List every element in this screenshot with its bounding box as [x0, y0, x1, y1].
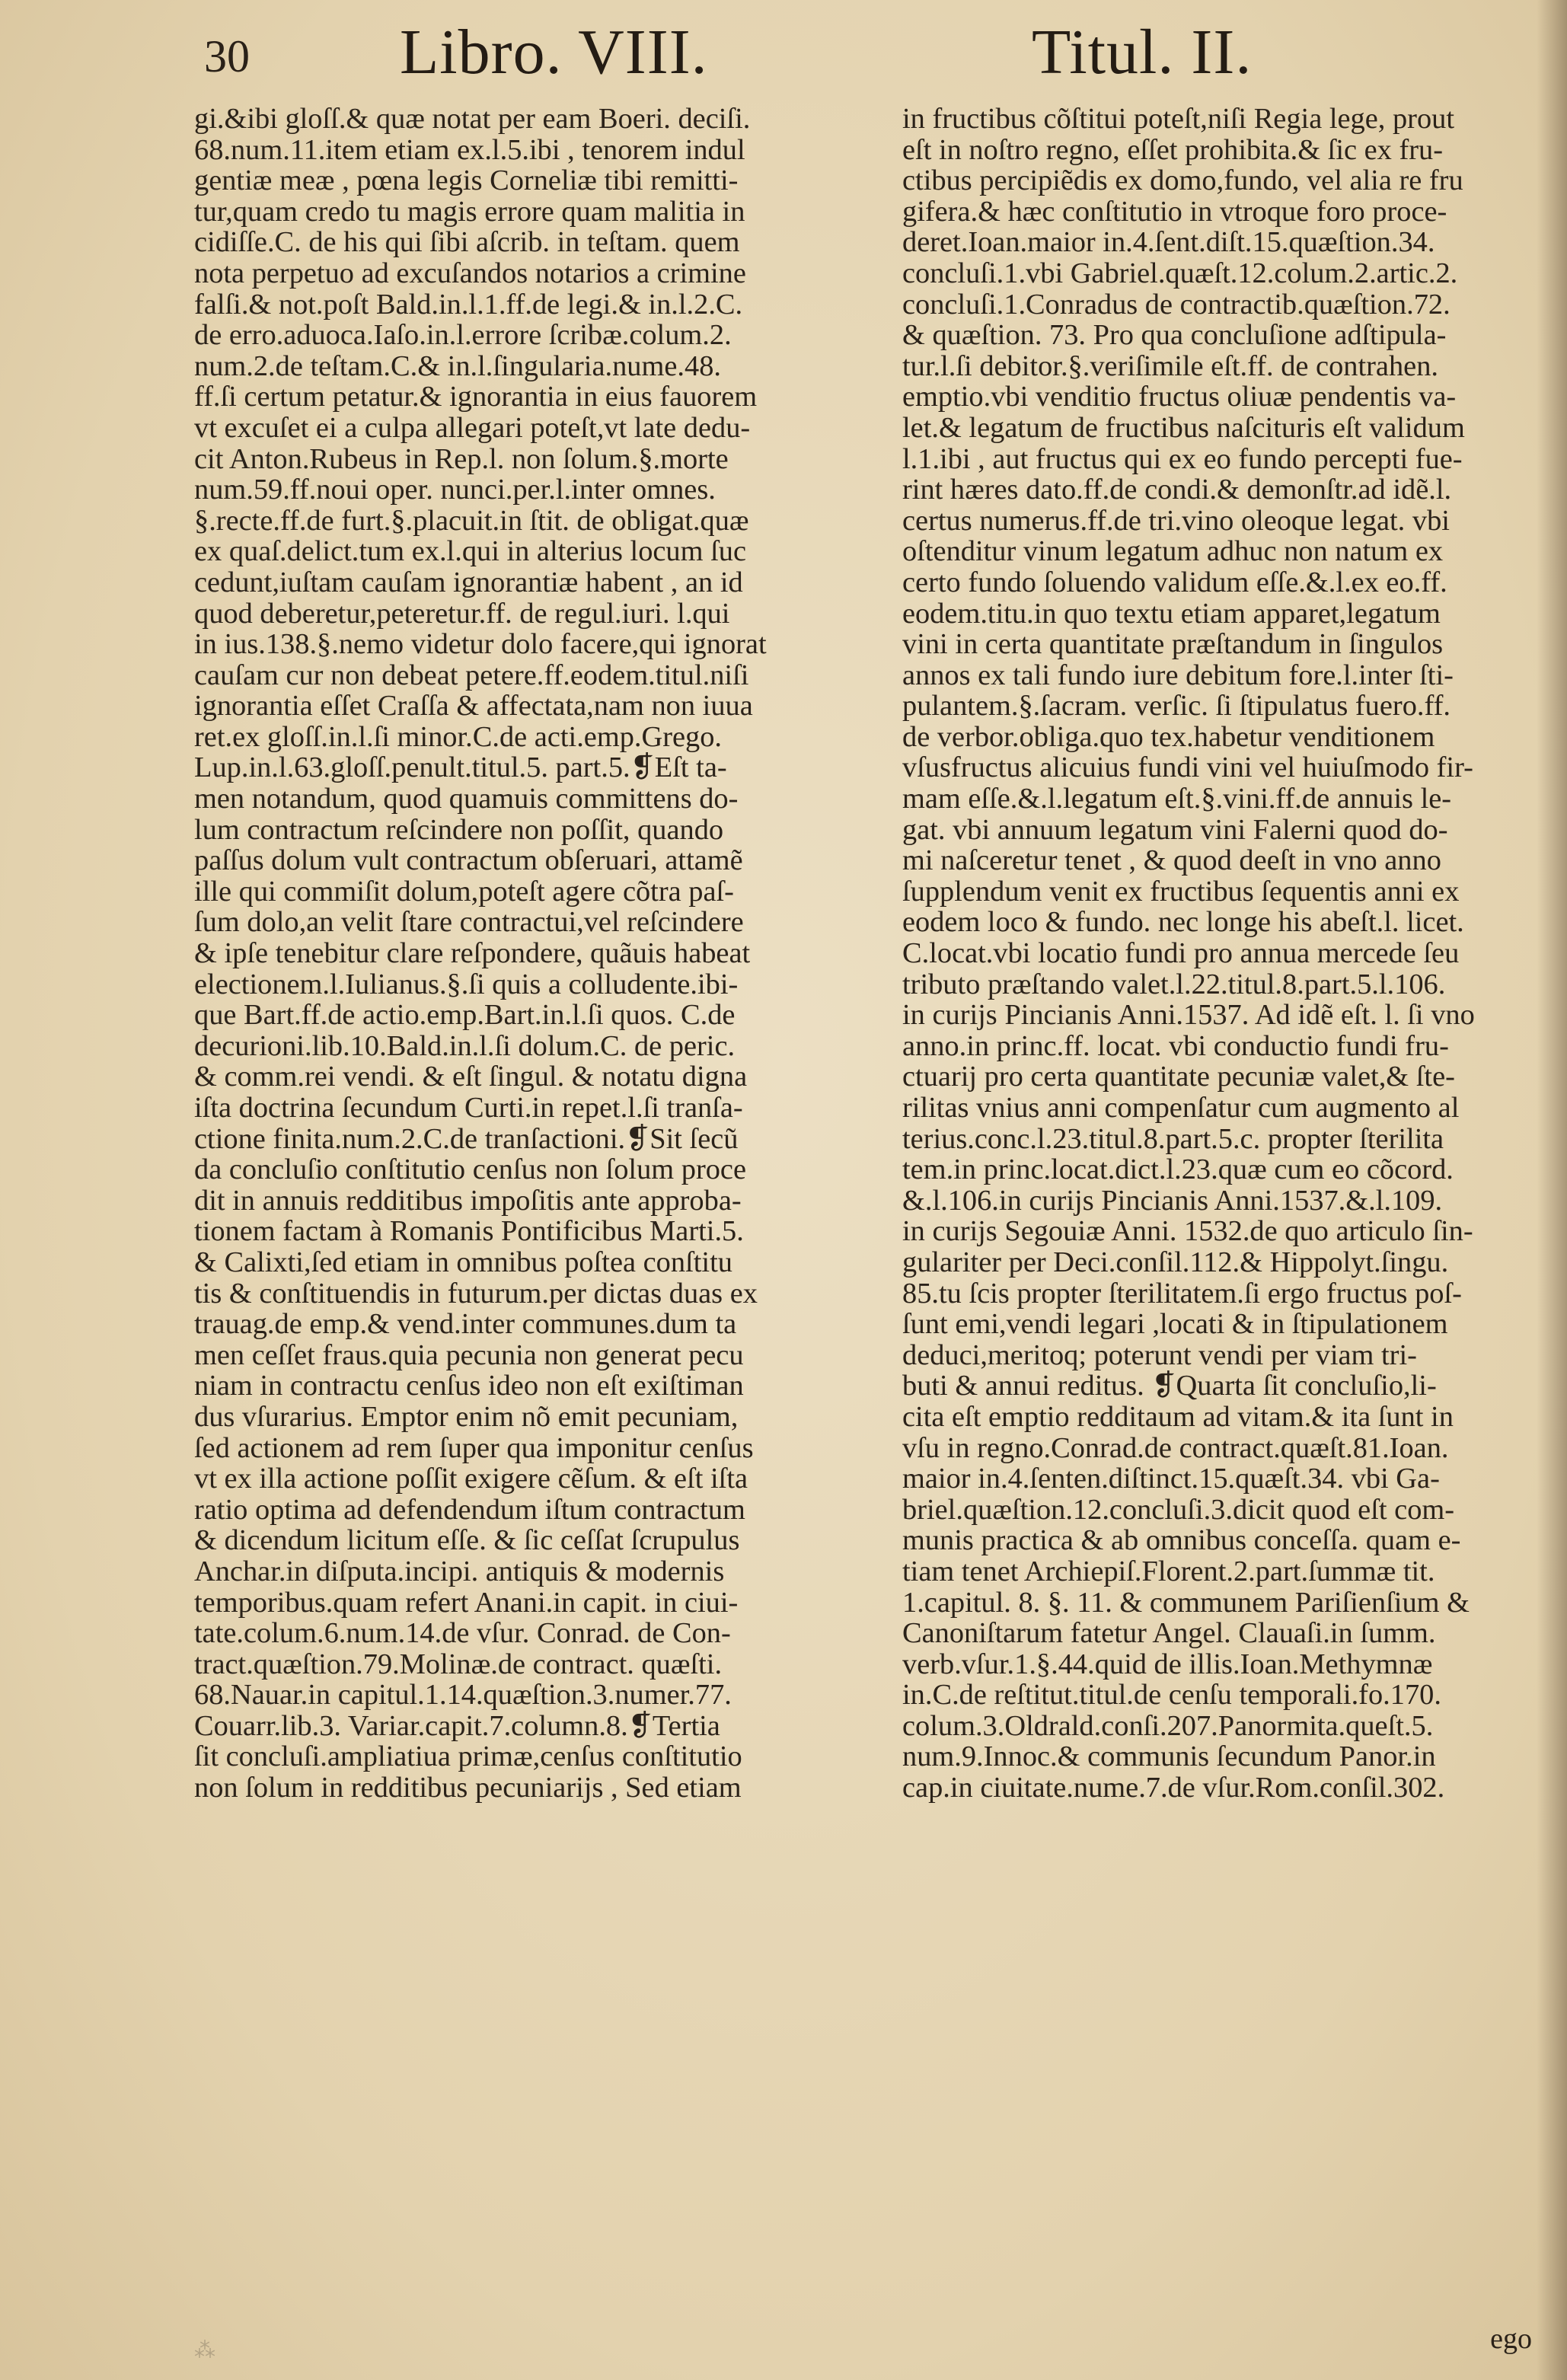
page-number: 30	[204, 31, 250, 81]
page-header	[0, 15, 1567, 88]
text-line: cauſam cur non debeat petere.ff.eodem.titul.niſi	[194, 659, 749, 691]
text-line: eodem loco & fundo. nec longe his abeſt.l. licet.	[902, 907, 1464, 939]
text-line: de erro.aduoca.Iaſo.in.l.errore ſcribæ.colum.2.	[194, 320, 732, 351]
text-line: non ſolum in redditibus pecuniarijs , Sed etiam	[194, 1772, 742, 1804]
text-line: tur.l.ſi debitor.§.veriſimile eſt.ff. de contrahen.	[902, 350, 1439, 382]
text-line: que Bart.ff.de actio.emp.Bart.in.l.ſi quos. C.de	[194, 1000, 736, 1031]
text-line: ſunt emi,vendi legari ,locati & in ſtipulationem	[902, 1309, 1448, 1340]
text-line: cap.in ciuitate.nume.7.de vſur.Rom.conſil.302.	[902, 1772, 1445, 1804]
text-line: vſu in regno.Conrad.de contract.quæſt.81.Ioan.	[902, 1432, 1449, 1464]
text-line: mam eſſe.&.l.legatum eſt.§.vini.ff.de annuis le-	[902, 783, 1452, 815]
text-line: de verbor.obliga.quo tex.habetur venditionem	[902, 721, 1435, 753]
text-line: num.9.Innoc.& communis ſecundum Panor.in	[902, 1741, 1436, 1773]
text-line: eſt in noſtro regno, eſſet prohibita.& ſic ex fru-	[902, 134, 1444, 166]
text-line: gat. vbi annuum legatum vini Falerni quod do-	[902, 814, 1448, 846]
text-line: num.2.de teſtam.C.& in.l.ſingularia.nume.48.	[194, 350, 721, 382]
text-line: munis practica & ab omnibus conceſſa. quam e-	[902, 1525, 1461, 1556]
text-line: trauag.de emp.& vend.inter communes.dum ta	[194, 1309, 737, 1340]
text-line: verb.vſur.1.§.44.quid de illis.Ioan.Methymnæ	[902, 1648, 1433, 1680]
text-line: ret.ex gloſſ.in.l.ſi minor.C.de acti.emp.Grego.	[194, 721, 723, 753]
text-line: tur,quam credo tu magis errore quam malitia in	[194, 196, 745, 228]
text-line: decurioni.lib.10.Bald.in.l.ſi dolum.C. de peric.	[194, 1030, 736, 1062]
text-line: ſed actionem ad rem ſuper qua imponitur cenſus	[194, 1432, 754, 1464]
text-line: in ius.138.§.nemo videtur dolo facere,qui ignorat	[194, 629, 767, 660]
text-line: men ceſſet fraus.quia pecunia non generat pecu	[194, 1339, 744, 1371]
text-line: ille qui commiſit dolum,poteſt agere cõtra paſ-	[194, 876, 734, 908]
text-line: tract.quæſtion.79.Molinæ.de contract. quæſti.	[194, 1648, 723, 1680]
text-line: men notandum, quod quamuis committens do-	[194, 783, 739, 815]
right-column	[902, 104, 1546, 1804]
text-line: ctuarij pro certa quantitate pecuniæ valet,& ſte-	[902, 1061, 1455, 1093]
text-line: ignorantia eſſet Craſſa & affectata,nam non iuua	[194, 691, 753, 722]
text-line: temporibus.quam refert Anani.in capit. in ciui-	[194, 1587, 739, 1619]
text-line: iſta doctrina ſecundum Curti.in repet.l.ſi tranſa-	[194, 1093, 743, 1124]
text-line: vſusfructus alicuius fundi vini vel huiuſmodo fir-	[902, 752, 1473, 784]
text-line: tate.colum.6.num.14.de vſur. Conrad. de Con-	[194, 1618, 731, 1649]
text-line: gifera.& hæc conſtitutio in vtroque foro proce-	[902, 196, 1447, 228]
text-line: 85.tu ſcis propter ſterilitatem.ſi ergo fructus poſ-	[902, 1278, 1462, 1310]
text-line: tis & conſtituendis in futurum.per dictas duas ex	[194, 1278, 758, 1310]
running-head-book: Libro. VIII.	[400, 17, 708, 88]
text-line: pulantem.§.ſacram. verſic. ſi ſtipulatus fuero.ff.	[902, 691, 1451, 722]
text-line: Canoniſtarum fatetur Angel. Clauaſi.in ſumm.	[902, 1618, 1436, 1649]
text-line: vini in certa quantitate præſtandum in ſingulos	[902, 629, 1444, 660]
text-line: da concluſio conſtitutio cenſus non ſolum proce	[194, 1154, 746, 1185]
text-line: vt excuſet ei a culpa allegari poteſt,vt late dedu-	[194, 412, 751, 444]
text-line: gi.&ibi gloſſ.& quæ notat per eam Boeri. deciſi.	[194, 104, 751, 135]
text-line: mi naſceretur tenet , & quod deeſt in vno anno	[902, 845, 1441, 876]
text-line: paſſus dolum vult contractum obſeruari, attamẽ	[194, 845, 743, 876]
text-line: ff.ſi certum petatur.& ignorantia in eius fauorem	[194, 381, 758, 413]
text-line: gentiæ meæ , pœna legis Corneliæ tibi remitti-	[194, 165, 739, 196]
text-line: certus numerus.ff.de tri.vino oleoque legat. vbi	[902, 505, 1450, 537]
text-line: ſit concluſi.ampliatiua primæ,cenſus conſtitutio	[194, 1741, 742, 1773]
text-line: cedunt,iuſtam cauſam ignorantiæ habent , an id	[194, 566, 743, 598]
text-line: num.59.ff.noui oper. nunci.per.l.inter omnes.	[194, 474, 716, 506]
text-line: falſi.& not.poſt Bald.in.l.1.ff.de legi.& in.l.2.C.	[194, 289, 743, 321]
text-line: concluſi.1.vbi Gabriel.quæſt.12.colum.2.artic.2.	[902, 257, 1458, 289]
text-line: in fructibus cõſtitui poteſt,niſi Regia lege, prout	[902, 104, 1455, 135]
text-line: l.1.ibi , aut fructus qui ex eo fundo percepti fue-	[902, 443, 1463, 475]
text-line: let.& legatum de fructibus naſcituris eſt validum	[902, 412, 1465, 444]
text-line: vt ex illa actione poſſit exigere cẽſum. & eſt iſta	[194, 1463, 748, 1495]
text-line: deduci,meritoq; poterunt vendi per viam tri-	[902, 1339, 1417, 1371]
text-line: nota perpetuo ad excuſandos notarios a crimine	[194, 257, 746, 289]
text-line: colum.3.Oldrald.conſi.207.Panormita.queſt.5.	[902, 1710, 1434, 1742]
text-line: in curijs Segouiæ Anni. 1532.de quo articulo ſin-	[902, 1216, 1473, 1247]
text-line: ctibus percipiẽdis ex domo,fundo, vel alia re fru	[902, 165, 1463, 196]
text-line: annos ex tali fundo iure debitum fore.l.inter ſti-	[902, 659, 1454, 691]
text-line: quod deberetur,peteretur.ff. de regul.iuri. l.qui	[194, 598, 730, 630]
text-line: tionem factam à Romanis Pontificibus Marti.5.	[194, 1216, 744, 1247]
text-line: & quæſtion. 73. Pro qua concluſione adſtipula-	[902, 320, 1447, 351]
text-line: niam in contractu cenſus ideo non eſt exiſtiman	[194, 1370, 744, 1402]
text-line: tem.in princ.locat.dict.l.23.quæ cum eo cõcord.	[902, 1154, 1454, 1185]
text-line: Couarr.lib.3. Variar.capit.7.column.8.❡Tertia	[194, 1710, 720, 1742]
text-line: tributo præſtando valet.l.22.titul.8.part.5.l.106.	[902, 968, 1446, 1000]
text-line: gulariter per Deci.conſil.112.& Hippolyt.ſingu.	[902, 1246, 1449, 1278]
text-line: certo fundo ſoluendo validum eſſe.&.l.ex eo.ff.	[902, 566, 1447, 598]
text-line: 68.Nauar.in capitul.1.14.quæſtion.3.numer.77.	[194, 1680, 732, 1711]
text-line: 68.num.11.item etiam ex.l.5.ibi , tenorem indul	[194, 134, 745, 166]
text-line: in curijs Pincianis Anni.1537. Ad idẽ eſt. l. ſi vno	[902, 1000, 1475, 1031]
text-line: ex quaſ.delict.tum ex.l.qui in alterius locum ſuc	[194, 536, 746, 567]
text-line: 1.capitul. 8. §. 11. & communem Pariſienſium &	[902, 1587, 1470, 1619]
text-line: briel.quæſtion.12.concluſi.3.dicit quod eſt com-	[902, 1494, 1455, 1526]
text-line: rint hæres dato.ff.de condi.& demonſtr.ad idẽ.l.	[902, 474, 1452, 506]
text-line: dus vſurarius. Emptor enim nõ emit pecuniam,	[194, 1401, 739, 1433]
text-line: rilitas vnius anni compenſatur cum augmento al	[902, 1093, 1460, 1124]
text-line: cita eſt emptio redditaum ad vitam.& ita ſunt in	[902, 1401, 1454, 1433]
text-line: ſupplendum venit ex fructibus ſequentis anni ex	[902, 876, 1460, 908]
text-line: concluſi.1.Conradus de contractib.quæſtion.72.	[902, 289, 1451, 321]
text-line: ctione finita.num.2.C.de tranſactioni.❡Sit ſecũ	[194, 1123, 739, 1155]
text-line: terius.conc.l.23.titul.8.part.5.c. propter ſterilita	[902, 1123, 1444, 1155]
text-line: ratio optima ad defendendum iſtum contractum	[194, 1494, 745, 1526]
text-line: buti & annui reditus. ❡Quarta ſit concluſio,li-	[902, 1370, 1437, 1402]
left-column	[194, 104, 841, 1804]
signature-mark: ⁂	[194, 2339, 215, 2362]
text-line: & Calixti,ſed etiam in omnibus poſtea conſtitu	[194, 1246, 732, 1278]
text-line: & dicendum licitum eſſe. & ſic ceſſat ſcrupulus	[194, 1525, 740, 1556]
text-line: §.recte.ff.de furt.§.placuit.in ſtit. de obligat.quæ	[194, 505, 749, 537]
text-line: & comm.rei vendi. & eſt ſingul. & notatu digna	[194, 1061, 748, 1093]
text-line: emptio.vbi venditio fructus oliuæ pendentis va-	[902, 381, 1457, 413]
text-line: deret.Ioan.maior in.4.ſent.diſt.15.quæſtion.34.	[902, 227, 1435, 258]
text-line: oſtenditur vinum legatum adhuc non natum ex	[902, 536, 1444, 567]
running-head-title: Titul. II.	[1032, 17, 1253, 88]
text-line: eodem.titu.in quo textu etiam apparet,legatum	[902, 598, 1441, 630]
text-line: in.C.de reſtitut.titul.de cenſu temporali.fo.170.	[902, 1680, 1441, 1711]
text-line: & ipſe tenebitur clare reſpondere, quãuis habeat	[194, 938, 751, 969]
catchword: ego	[1490, 2323, 1532, 2355]
text-line: electionem.l.Iulianus.§.ſi quis a colludente.ibi-	[194, 968, 739, 1000]
text-line: maior in.4.ſenten.diſtinct.15.quæſt.34. vbi Ga-	[902, 1463, 1440, 1495]
text-line: C.locat.vbi locatio fundi pro annua mercede ſeu	[902, 938, 1460, 969]
text-line: anno.in princ.ff. locat. vbi conductio fundi fru-	[902, 1030, 1449, 1062]
text-line: Lup.in.l.63.gloſſ.penult.titul.5. part.5.❡Eſt ta-	[194, 752, 727, 784]
text-line: &.l.106.in curijs Pincianis Anni.1537.&.l.109.	[902, 1185, 1443, 1217]
text-line: ſum dolo,an velit ſtare contractui,vel reſcindere	[194, 907, 744, 939]
text-line: tiam tenet Archiepiſ.Florent.2.part.ſummæ tit.	[902, 1555, 1435, 1587]
text-line: cidiſſe.C. de his qui ſibi aſcrib. in teſtam. quem	[194, 227, 740, 258]
text-line: cit Anton.Rubeus in Rep.l. non ſolum.§.morte	[194, 443, 729, 475]
text-line: Anchar.in diſputa.incipi. antiquis & modernis	[194, 1555, 725, 1587]
text-line: dit in annuis redditibus impoſitis ante approba-	[194, 1185, 742, 1217]
text-line: lum contractum reſcindere non poſſit, quando	[194, 814, 724, 846]
